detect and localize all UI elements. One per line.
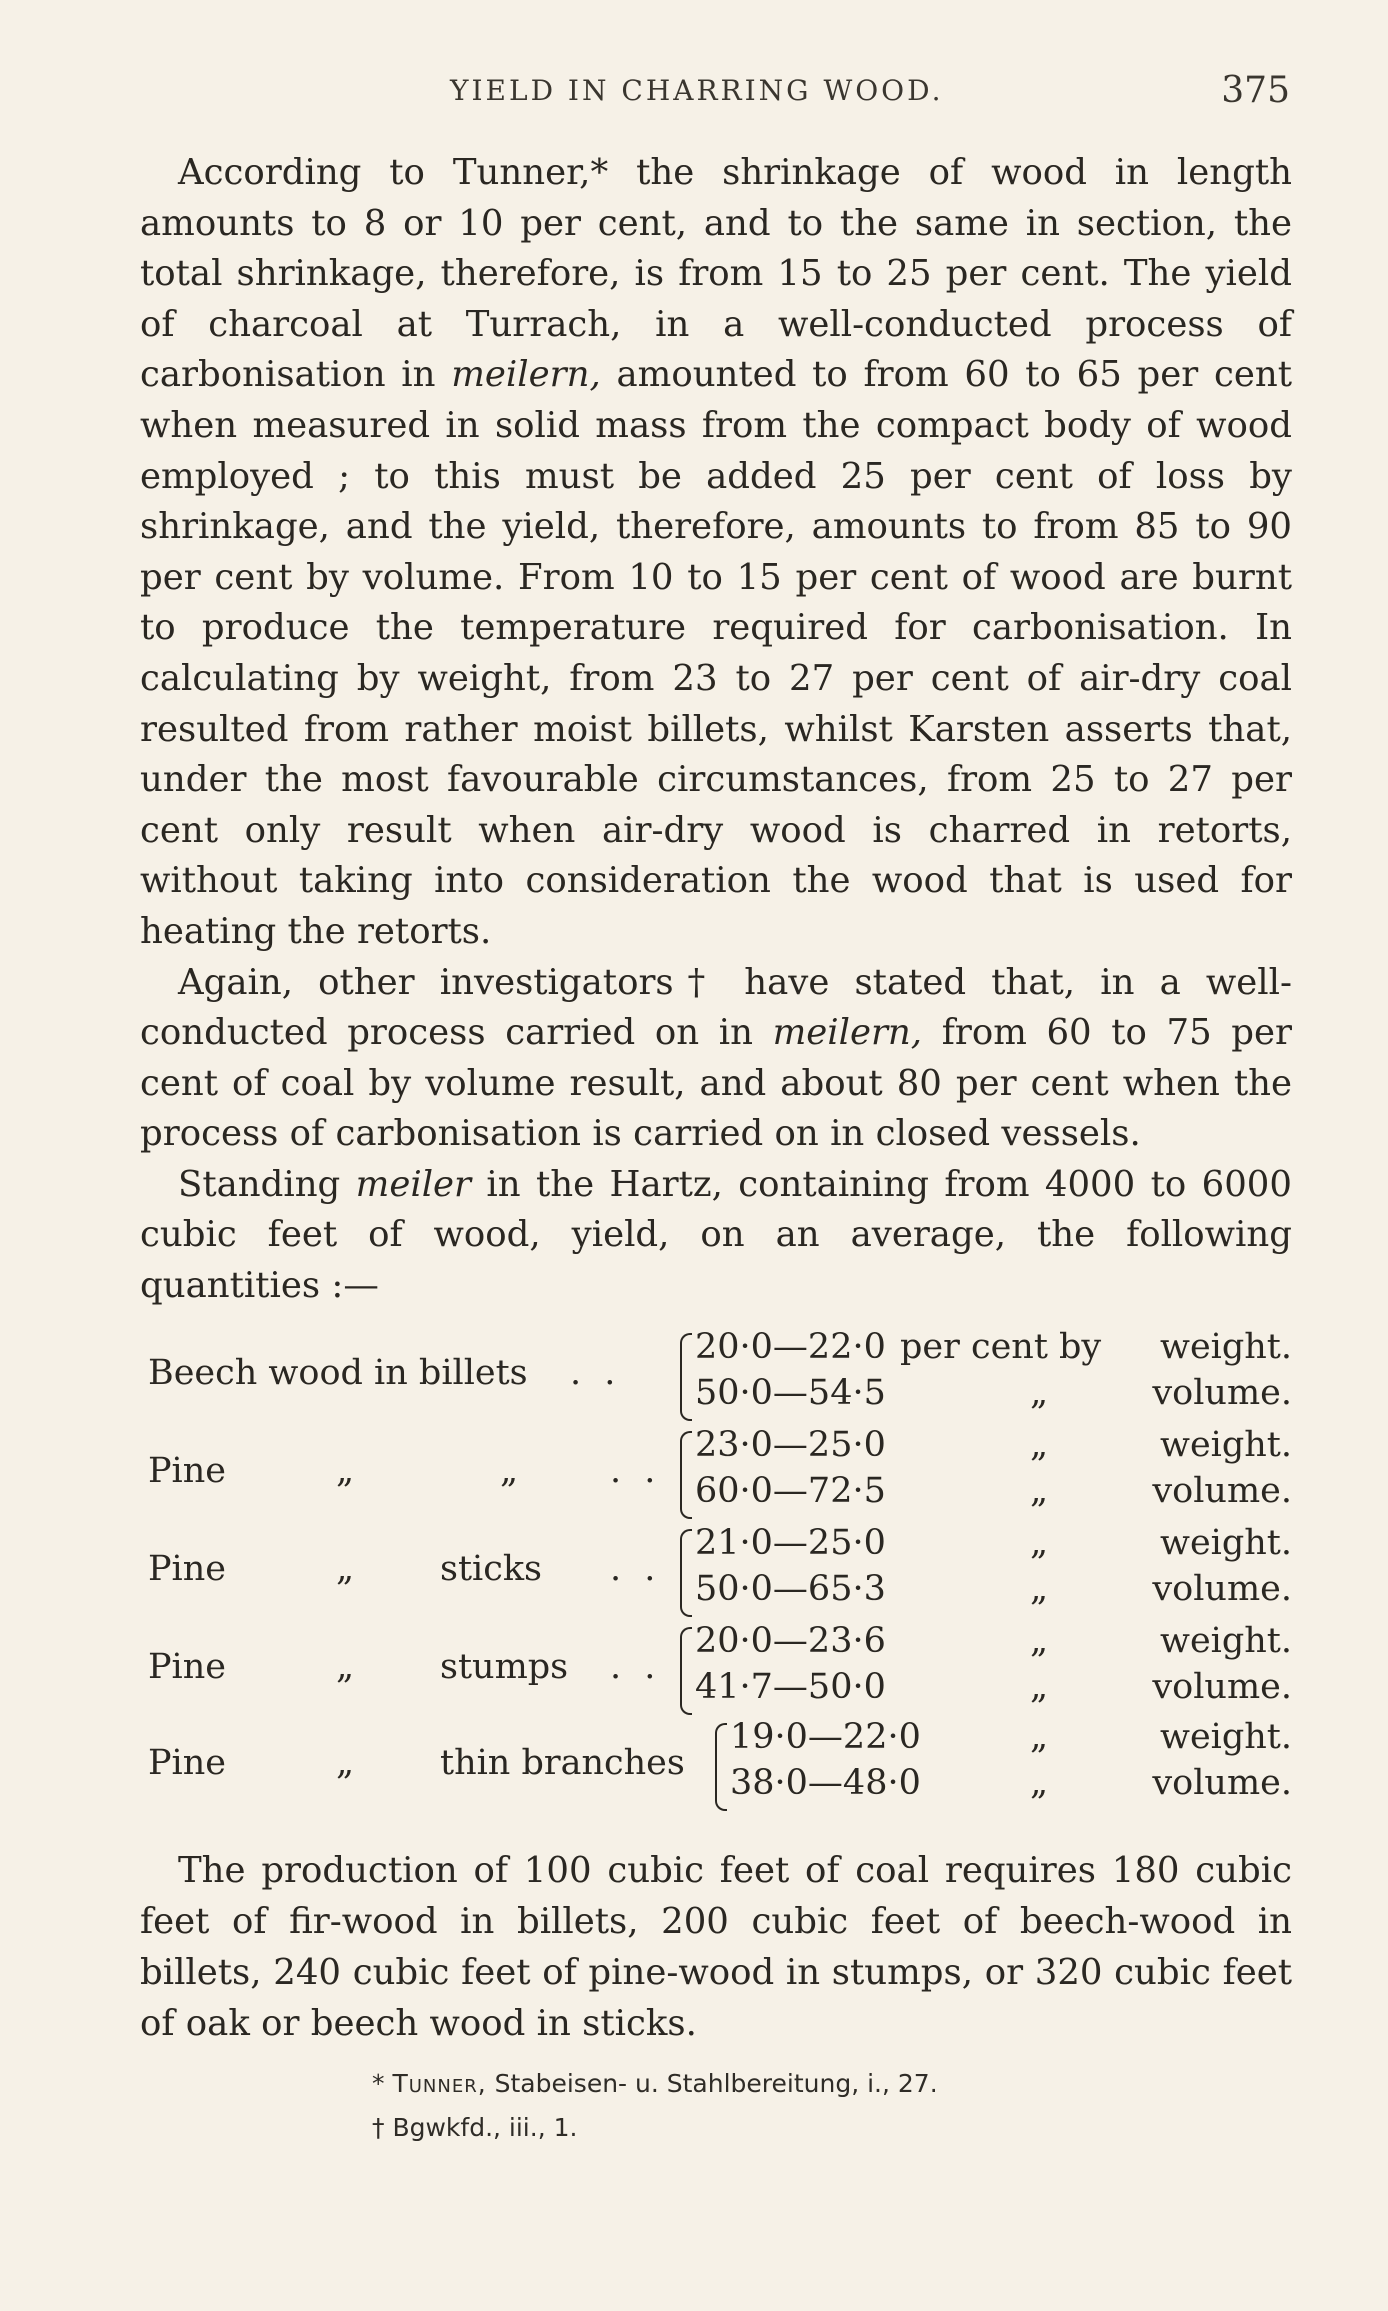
wood-type: Pine xyxy=(148,1549,226,1589)
volume-label: volume. xyxy=(1152,1569,1292,1609)
weight-range: 21·0—25·0 xyxy=(695,1523,886,1563)
page-number: 375 xyxy=(1221,70,1290,111)
footnote-2 xyxy=(372,2106,1172,2150)
footnote-mark: * xyxy=(372,2069,385,2098)
weight-range: 23·0—25·0 xyxy=(695,1425,886,1465)
volume-unit: „ xyxy=(1030,1763,1049,1803)
brace xyxy=(680,1627,692,1715)
weight-label: weight. xyxy=(1159,1425,1292,1465)
weight-unit: per cent by xyxy=(900,1327,1102,1367)
weight-unit: „ xyxy=(1030,1717,1049,1757)
weight-range: 20·0—23·6 xyxy=(695,1621,886,1661)
paragraph-text: amounted to from 60 to 65 per cent when measured in solid mass from the compact body of wood employed ; to this must be added 25 per cent of loss by shrinkage, and the yield, therefore, amounts to from 85 to 90 per cent by volume. From 10 to 15 per cent of wood are burnt to produce the temperature required for carbonisation. In calculating by weight, from 23 to 27 per cent of air-dry coal resulted from rather moist billets, whilst Karsten asserts that, under the most favourable circumstances, from 25 to 27 per cent only result when air-dry wood is charred in retorts, without taking into consideration the wood that is used for heating the retorts. xyxy=(140,354,1292,952)
wood-form: „ xyxy=(500,1451,519,1491)
leader-dots: . . xyxy=(570,1353,622,1393)
paragraph-hartz xyxy=(140,1160,1292,1312)
footnotes xyxy=(372,2062,1172,2150)
volume-unit: „ xyxy=(1030,1667,1049,1707)
italic-term: meilern, xyxy=(772,1012,923,1054)
wood-type: Pine xyxy=(148,1743,226,1783)
wood-type: Pine xyxy=(148,1647,226,1687)
table-row xyxy=(140,1425,1292,1525)
ditto-mark: „ xyxy=(336,1743,355,1783)
footnote-text: Bgwkfd., iii., 1. xyxy=(392,2113,578,2142)
paragraph-text: in the Hartz, containing from 4000 to 6000 cubic feet of wood, yield, on an average, the following quantities :— xyxy=(140,1163,1292,1307)
paragraph-text: from 60 to 75 per cent of coal by volume result, and about 80 per cent when the process of carbonisation is carried on in closed vessels. xyxy=(140,1012,1292,1155)
footnote-mark: † xyxy=(372,2113,385,2142)
brace xyxy=(680,1431,692,1519)
weight-label: weight. xyxy=(1159,1621,1292,1661)
closing-text xyxy=(140,1845,1292,2049)
ditto-mark: „ xyxy=(336,1647,355,1687)
brace xyxy=(680,1529,692,1617)
weight-range: 19·0—22·0 xyxy=(730,1717,921,1757)
volume-range: 38·0—48·0 xyxy=(730,1763,921,1803)
footnote-author: Tunner, xyxy=(392,2069,487,2098)
weight-label: weight. xyxy=(1159,1717,1292,1757)
weight-label: weight. xyxy=(1159,1327,1292,1367)
yield-table xyxy=(140,1327,1292,1837)
weight-unit: „ xyxy=(1030,1425,1049,1465)
volume-label: volume. xyxy=(1152,1763,1292,1803)
volume-range: 60·0—72·5 xyxy=(695,1471,886,1511)
wood-type: Pine xyxy=(148,1451,226,1491)
paragraph-production: The production of 100 cubic feet of coal requires 180 cubic feet of fir-wood in billets, 200 cubic feet of beech-wood in billets, 240 cubic feet of pine-wood in stumps, or 320 cubic feet of oak or beech wood in sticks. xyxy=(140,1850,1292,2044)
volume-label: volume. xyxy=(1152,1373,1292,1413)
volume-range: 50·0—65·3 xyxy=(695,1569,886,1609)
page-header xyxy=(140,64,1290,124)
footnote-1 xyxy=(372,2062,1172,2106)
footnote-text: Stabeisen- u. Stahlbereitung, i., 27. xyxy=(494,2069,938,2098)
wood-type: Beech wood in billets xyxy=(148,1353,528,1393)
volume-label: volume. xyxy=(1152,1471,1292,1511)
volume-label: volume. xyxy=(1152,1667,1292,1707)
leader-dots: . . xyxy=(610,1451,662,1491)
table-row xyxy=(140,1327,1292,1427)
table-row xyxy=(140,1523,1292,1623)
ditto-mark: „ xyxy=(336,1549,355,1589)
brace xyxy=(680,1333,692,1421)
leader-dots: . . xyxy=(610,1549,662,1589)
volume-range: 41·7—50·0 xyxy=(695,1667,886,1707)
wood-form: stumps xyxy=(440,1647,569,1687)
running-title: YIELD IN CHARRING WOOD. xyxy=(450,74,944,107)
volume-unit: „ xyxy=(1030,1471,1049,1511)
leader-dots: . . xyxy=(610,1647,662,1687)
italic-term: meilern, xyxy=(451,354,601,396)
weight-range: 20·0—22·0 xyxy=(695,1327,886,1367)
paragraph-text: Standing xyxy=(178,1163,356,1205)
main-text xyxy=(140,148,1292,1312)
table-row xyxy=(140,1717,1292,1817)
paragraph-text: Again, other investigators† have stated that, in a well-conducted process carried on in xyxy=(140,961,1292,1054)
wood-form: thin branches xyxy=(440,1743,685,1783)
weight-unit: „ xyxy=(1030,1621,1049,1661)
ditto-mark: „ xyxy=(336,1451,355,1491)
wood-form: sticks xyxy=(440,1549,542,1589)
paragraph-tunner xyxy=(140,148,1292,958)
brace xyxy=(715,1723,727,1811)
paragraph-investigators xyxy=(140,958,1292,1160)
volume-unit: „ xyxy=(1030,1569,1049,1609)
table-row xyxy=(140,1621,1292,1721)
paragraph-text: According to Tunner,* the shrinkage of wood in length amounts to 8 or 10 per cent, and to the same in section, the total shrinkage, therefore, is from 15 to 25 per cent. The yield of charcoal at Turrach, in a well-conducted process of carbonisation in xyxy=(140,152,1292,396)
italic-term: meiler xyxy=(355,1163,472,1205)
weight-unit: „ xyxy=(1030,1523,1049,1563)
volume-range: 50·0—54·5 xyxy=(695,1373,886,1413)
volume-unit: „ xyxy=(1030,1373,1049,1413)
weight-label: weight. xyxy=(1159,1523,1292,1563)
